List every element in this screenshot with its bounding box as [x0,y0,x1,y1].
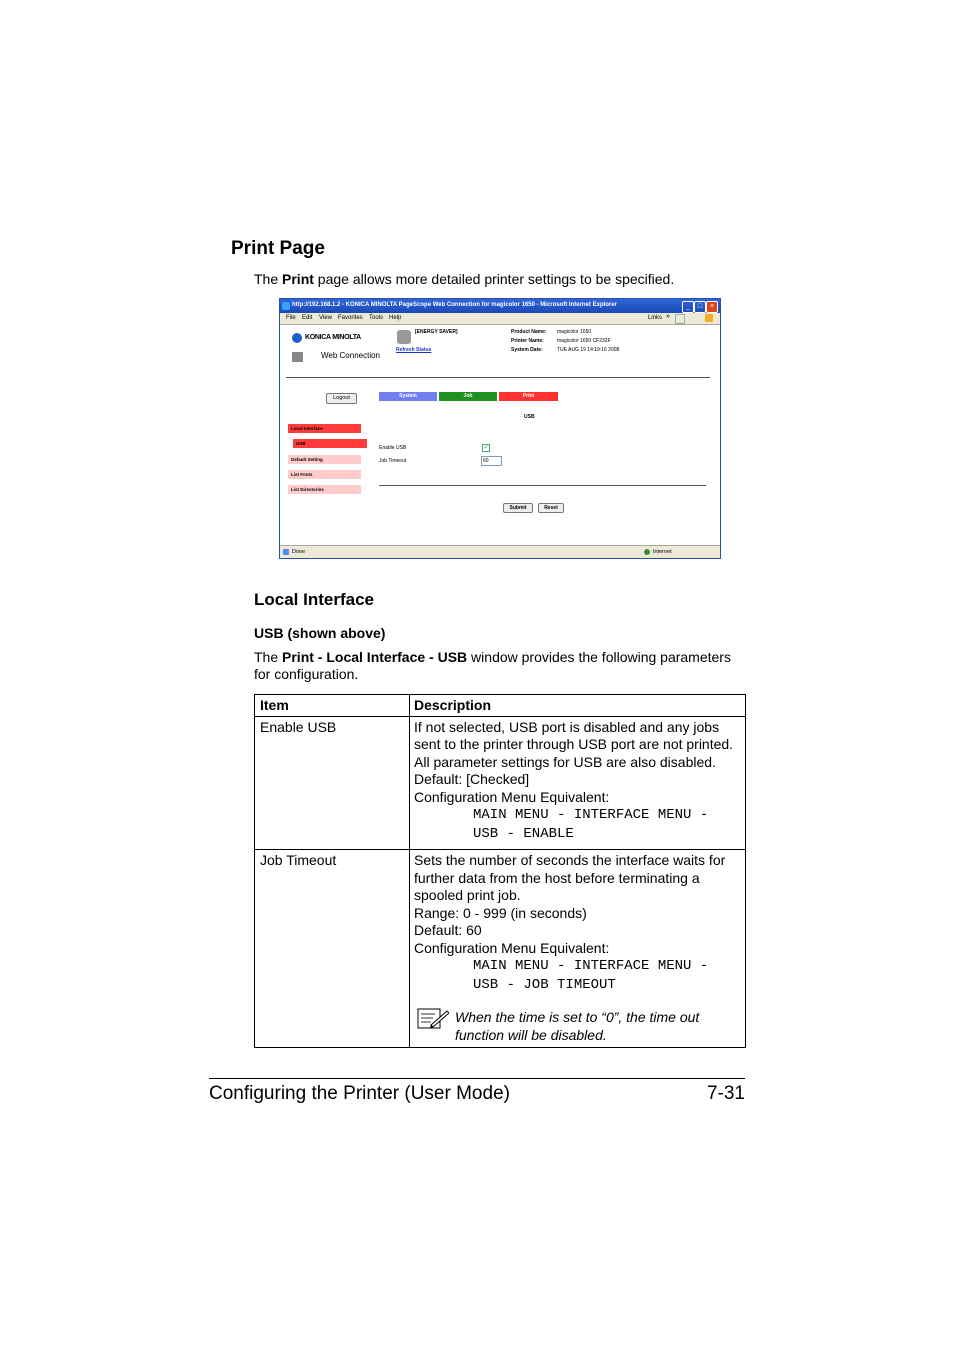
internet-zone-icon [644,549,650,555]
pagescope-icon [292,352,303,362]
menu-help[interactable]: Help [389,315,402,321]
windows-logo-icon [705,314,713,322]
menu-tools[interactable]: Tools [369,315,384,321]
menu-favorites[interactable]: Favorites [338,315,363,321]
menu-equivalent-label: Configuration Menu Equivalent: [414,939,610,956]
menu-path: USB - JOB TIMEOUT [473,977,616,993]
enable-usb-label: Enable USB [379,445,407,451]
tab-print[interactable]: Print [499,392,558,401]
printer-info [511,329,619,356]
page-icon [283,549,289,555]
subsection-title: Local Interface [254,590,374,609]
default-value: Default: [Checked] [414,771,530,787]
default-value: Default: 60 [414,922,482,938]
links-label[interactable]: Links [648,315,663,321]
note-text: When the time is set to “0”, the time out function will be disabled. [455,1009,700,1043]
menu-edit[interactable]: Edit [302,315,313,321]
page-number: 7-31 [706,1083,745,1104]
page-heading: USB [524,414,535,420]
info-value: magicolor 1650 CF232F [557,338,611,344]
sidebar-item-list-directories[interactable]: List Directories [288,485,361,494]
browser-content [284,325,716,544]
chevron-icon[interactable]: » [666,313,670,320]
table-header-item: Item [255,695,410,717]
enable-usb-checkbox[interactable]: ✓ [483,445,489,451]
job-timeout-input[interactable]: 60 [481,456,502,466]
table-row [255,716,746,850]
reset-button[interactable]: Reset [538,503,564,513]
row-item: Job Timeout [255,850,410,1048]
row-description [410,716,746,850]
menu-path: USB - ENABLE [473,826,574,842]
section-intro: The Print page allows more detailed printer settings to be specified. [254,271,675,287]
logout-button[interactable]: Logout [326,393,357,404]
sidebar-item-default-setting[interactable]: Default Setting [288,455,361,464]
minimize-icon[interactable]: _ [682,301,694,313]
energy-saver-status: [ENERGY SAVER] [415,329,458,335]
close-icon[interactable]: × [706,301,718,313]
note [414,1008,741,1044]
menu-path: MAIN MENU - INTERFACE MENU - [473,958,709,974]
row-description [410,850,746,1048]
konica-logo-icon [292,333,302,343]
info-value: magicolor 1650 [557,329,592,335]
browser-title: http://192.168.1.2 - KONICA MINOLTA PageScope Web Connection for magicolor 1650 - Microsoft Internet Explorer [292,302,617,308]
menu-file[interactable]: File [286,315,296,321]
tab-system[interactable]: System [379,392,437,401]
header-divider [286,377,710,378]
description-text: Sets the number of seconds the interface waits for further data from the host before terminating a spooled print job. [414,852,726,903]
range-value: Range: 0 - 999 (in seconds) [414,904,587,921]
menu-view[interactable]: View [319,315,332,321]
info-label: Product Name: [511,329,547,335]
row-item: Enable USB [255,716,410,850]
status-zone: Internet [653,549,672,555]
footer-title: Configuring the Printer (User Mode) [209,1083,510,1104]
footer-rule [209,1078,745,1079]
browser-menubar [280,313,720,325]
tab-job[interactable]: Job [439,392,497,401]
description-text: If not selected, USB port is disabled and any jobs sent to the printer through USB port are not printed. All parameter settings for USB are also disabled. [414,718,734,770]
browser-statusbar [280,545,720,559]
info-label: Printer Name: [511,338,544,344]
sidebar-item-list-fonts[interactable]: List Fonts [288,470,361,479]
status-done: Done [292,549,306,555]
job-timeout-label: Job Timeout [379,458,407,464]
submit-button[interactable]: Submit [503,503,533,513]
subsection-paragraph: The Print - Local Interface - USB window provides the following parameters for configuration. [254,649,731,682]
note-pencil-icon [417,1008,449,1030]
sidebar-item-local-interface[interactable]: Local Interface [288,424,361,433]
refresh-status-link[interactable]: Refresh Status [396,347,432,353]
menu-path: MAIN MENU - INTERFACE MENU - [473,807,709,823]
info-label: System Date: [511,347,543,353]
info-value: TUE AUG 19 14:19:16 2008 [557,347,620,353]
ie-icon [282,302,290,310]
table-header-description: Description [410,695,746,717]
parameter-table [254,694,746,1048]
sidebar-item-usb[interactable]: USB [293,439,367,448]
toolbar-icon[interactable] [675,314,685,324]
table-row [255,850,746,1048]
maximize-icon[interactable]: □ [694,301,706,313]
brand-name: KONICA MINOLTA [305,334,361,341]
product-name: Web Connection [321,351,380,360]
table-header-row [255,695,746,717]
menu-equivalent-label: Configuration Menu Equivalent: [414,788,610,805]
printer-icon [397,330,411,344]
browser-screenshot [279,298,721,559]
browser-titlebar [280,299,720,313]
section-title: Print Page [231,238,325,259]
form-divider [379,485,706,486]
subsection-subtitle: USB (shown above) [254,625,386,641]
